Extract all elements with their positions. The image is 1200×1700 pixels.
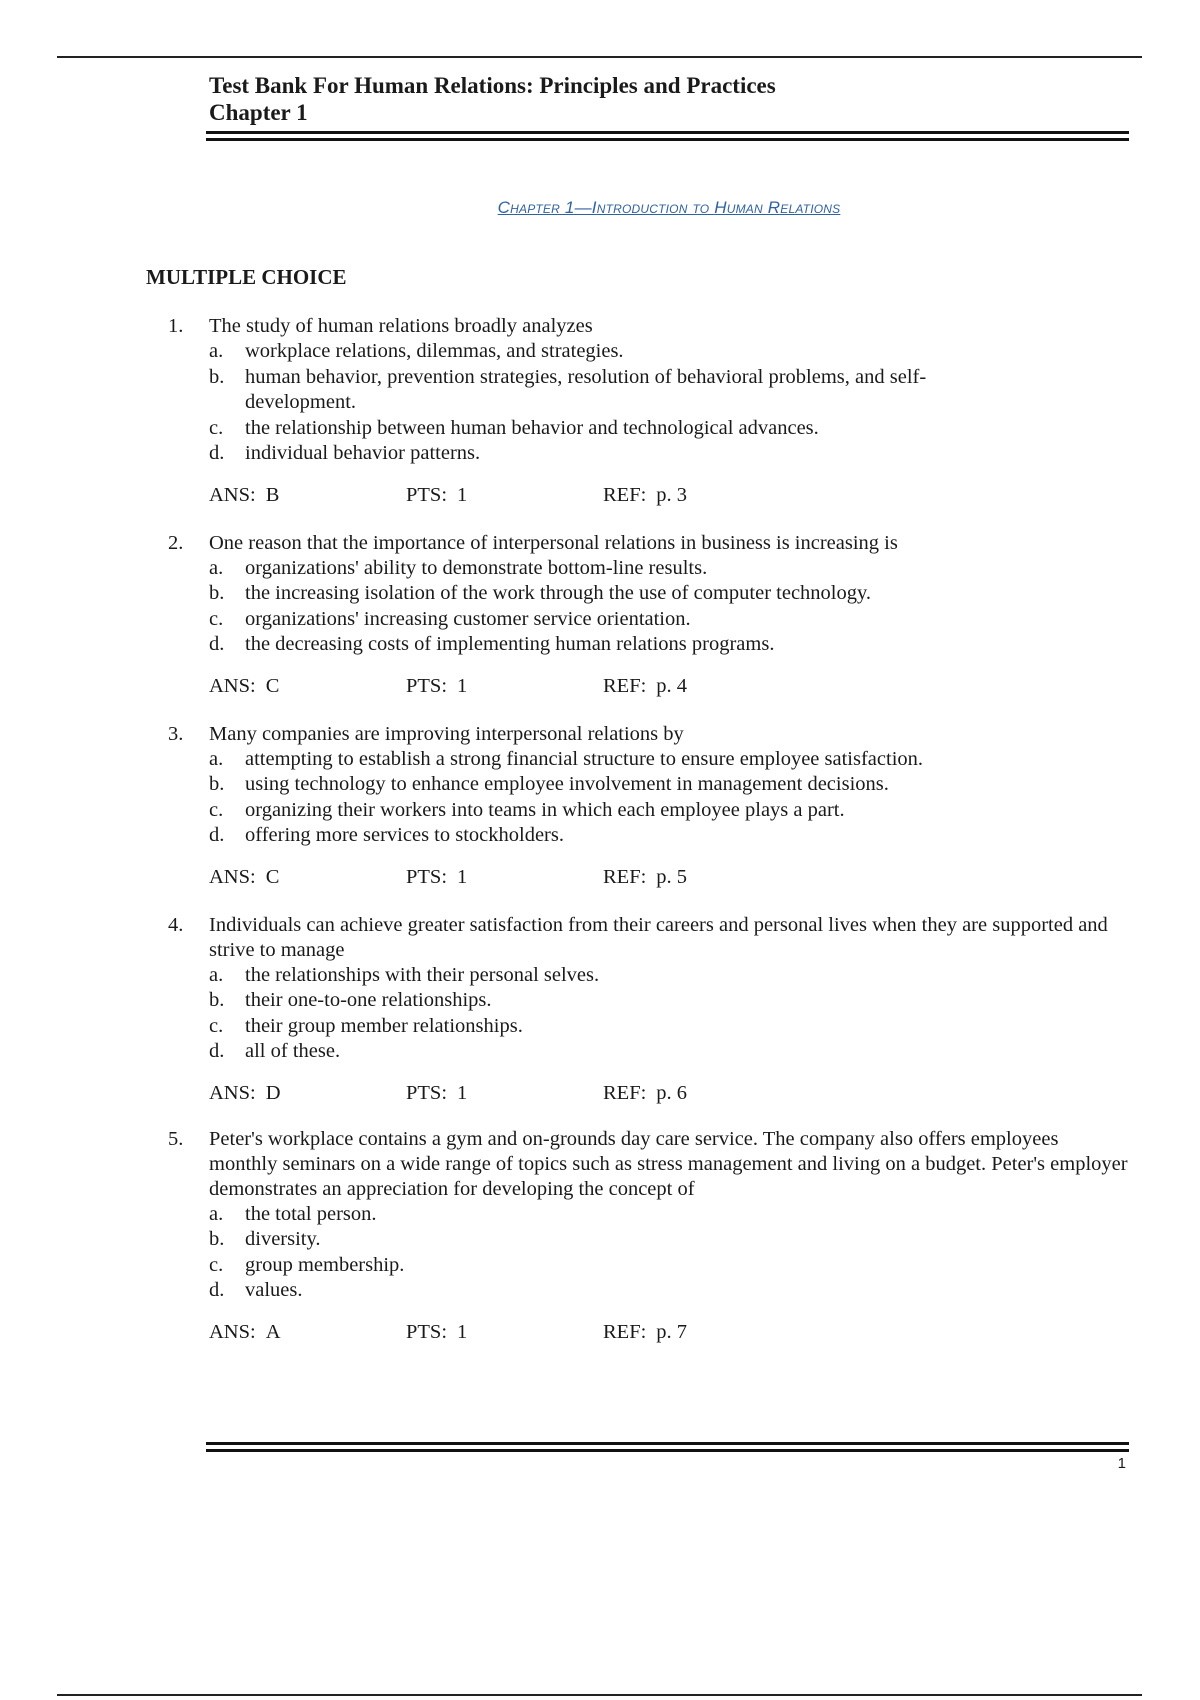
document-title: Test Bank For Human Relations: Principles and Practices [209,73,776,98]
choice-letter: b. [209,773,225,795]
pts-label: PTS: [406,865,448,888]
ans-label: ANS: [209,865,256,888]
pts-value: 1 [457,865,468,888]
choice-letter: c. [209,798,224,821]
document-chapter: Chapter 1 [209,100,308,125]
answer-meta [168,1320,1128,1345]
answer-meta [168,1081,1128,1106]
question-stem: One reason that the importance of interpersonal relations in business is increasing is [209,531,898,554]
choice-b [209,772,1128,798]
choice-letter: d. [209,824,225,846]
choice-d [209,632,1128,658]
choice-letter: a. [209,747,224,770]
choice-text: diversity. [245,1228,321,1250]
choice-letter: d. [209,1040,225,1062]
pts-label: PTS: [406,1081,448,1104]
document-header [209,72,1129,126]
choice-letter: a. [209,1202,224,1225]
question-2 [168,531,1128,699]
choice-b [209,365,1128,416]
question-3 [168,722,1128,890]
choice-letter: d. [209,633,225,655]
answer-meta [168,483,1128,508]
ans-value: C [265,865,280,888]
choice-text: organizations' increasing customer service orientation. [245,607,691,630]
choice-b [209,988,1128,1014]
question-list [168,314,1128,1345]
ref-value: p. 6 [656,1081,688,1104]
ref-value: p. 3 [656,483,688,506]
question-5 [168,1127,1128,1345]
choice-letter: c. [209,416,224,439]
section-title: MULTIPLE CHOICE [146,265,347,289]
choice-c [209,798,1128,824]
choice-letter: d. [209,1279,225,1301]
footer-double-rule [206,1442,1129,1452]
choice-text: individual behavior patterns. [245,442,481,464]
choice-b [209,581,1128,607]
question-number: 4. [168,913,184,936]
choice-a [209,1202,1128,1228]
choice-a [209,556,1128,582]
question-4 [168,913,1128,1106]
choice-letter: c. [209,1014,224,1037]
choice-letter: c. [209,1253,224,1276]
ans-label: ANS: [209,674,256,697]
ans-value: B [265,483,280,506]
choice-a [209,339,1128,365]
ans-value: C [265,674,280,697]
pts-value: 1 [457,1320,468,1343]
ans-label: ANS: [209,483,256,506]
choice-letter: a. [209,556,224,579]
ref-label: REF: [603,483,647,506]
question-number: 5. [168,1127,184,1150]
pts-label: PTS: [406,483,448,506]
choice-list [168,963,1128,1065]
answer-meta [168,674,1128,699]
choice-text: organizing their workers into teams in which each employee plays a part. [245,798,845,821]
question-number: 3. [168,722,184,745]
question-1 [168,314,1128,508]
ref-value: p. 7 [656,1320,688,1343]
choice-list [168,556,1128,658]
choice-letter: c. [209,607,224,630]
ans-value: D [265,1081,281,1104]
choice-a [209,963,1128,989]
ref-value: p. 4 [656,674,688,697]
choice-c [209,1253,1128,1279]
choice-letter: b. [209,365,225,388]
choice-c [209,607,1128,633]
choice-text: workplace relations, dilemmas, and strategies. [245,340,624,362]
choice-letter: b. [209,989,225,1011]
answer-meta [168,865,1128,890]
pts-value: 1 [457,483,468,506]
ref-label: REF: [603,1320,647,1343]
pts-label: PTS: [406,1320,448,1343]
ans-value: A [265,1320,281,1343]
ans-label: ANS: [209,1081,256,1104]
choice-d [209,1278,1128,1304]
choice-text: the relationships with their personal selves. [245,963,600,986]
choice-text: group membership. [245,1253,405,1276]
choice-text: attempting to establish a strong financial structure to ensure employee satisfaction. [245,747,924,770]
question-stem: Peter's workplace contains a gym and on-grounds day care service. The company also offers employees monthly seminars on a wide range of topics such as stress management and living on a budget. Peter's employer demonstrates an appreciation for developing the concept of [209,1127,1128,1200]
question-stem: Individuals can achieve greater satisfaction from their careers and personal lives when they are supported and strive to manage [209,913,1108,961]
choice-list [168,339,1128,467]
page-number: 1 [1117,1455,1126,1472]
choice-text: all of these. [245,1040,341,1062]
choice-letter: d. [209,442,225,464]
pts-value: 1 [457,674,468,697]
choice-letter: a. [209,963,224,986]
choice-a [209,747,1128,773]
choice-list [168,1202,1128,1304]
question-number: 2. [168,531,184,554]
pts-label: PTS: [406,674,448,697]
choice-text: their group member relationships. [245,1014,523,1037]
chapter-heading: Chapter 1—Introduction to Human Relations [497,198,841,217]
ref-label: REF: [603,865,647,888]
choice-text: organizations' ability to demonstrate bottom-line results. [245,556,708,579]
choice-text: their one-to-one relationships. [245,989,492,1011]
choice-text: values. [245,1279,303,1301]
choice-letter: a. [209,340,224,362]
choice-text: the decreasing costs of implementing human relations programs. [245,633,775,655]
choice-text: using technology to enhance employee involvement in management decisions. [245,773,889,795]
ref-value: p. 5 [656,865,688,888]
choice-c [209,1014,1128,1040]
choice-b [209,1227,1128,1253]
choice-text: the total person. [245,1202,377,1225]
choice-c [209,416,1128,442]
question-number: 1. [168,315,184,337]
page-bottom-rule [57,1694,1142,1696]
question-stem: Many companies are improving interpersonal relations by [209,722,684,745]
ans-label: ANS: [209,1320,256,1343]
choice-text: the relationship between human behavior and technological advances. [245,416,819,439]
choice-text: the increasing isolation of the work through the use of computer technology. [245,582,872,604]
header-double-rule [206,131,1129,141]
pts-value: 1 [457,1081,468,1104]
choice-letter: b. [209,1228,225,1250]
question-stem: The study of human relations broadly analyzes [209,315,593,337]
choice-d [209,823,1128,849]
choice-letter: b. [209,582,225,604]
page-top-rule [57,56,1142,58]
choice-list [168,747,1128,849]
ref-label: REF: [603,674,647,697]
choice-text: human behavior, prevention strategies, resolution of behavioral problems, and self-development. [245,365,927,413]
choice-d [209,1039,1128,1065]
ref-label: REF: [603,1081,647,1104]
choice-d [209,441,1128,467]
choice-text: offering more services to stockholders. [245,824,564,846]
